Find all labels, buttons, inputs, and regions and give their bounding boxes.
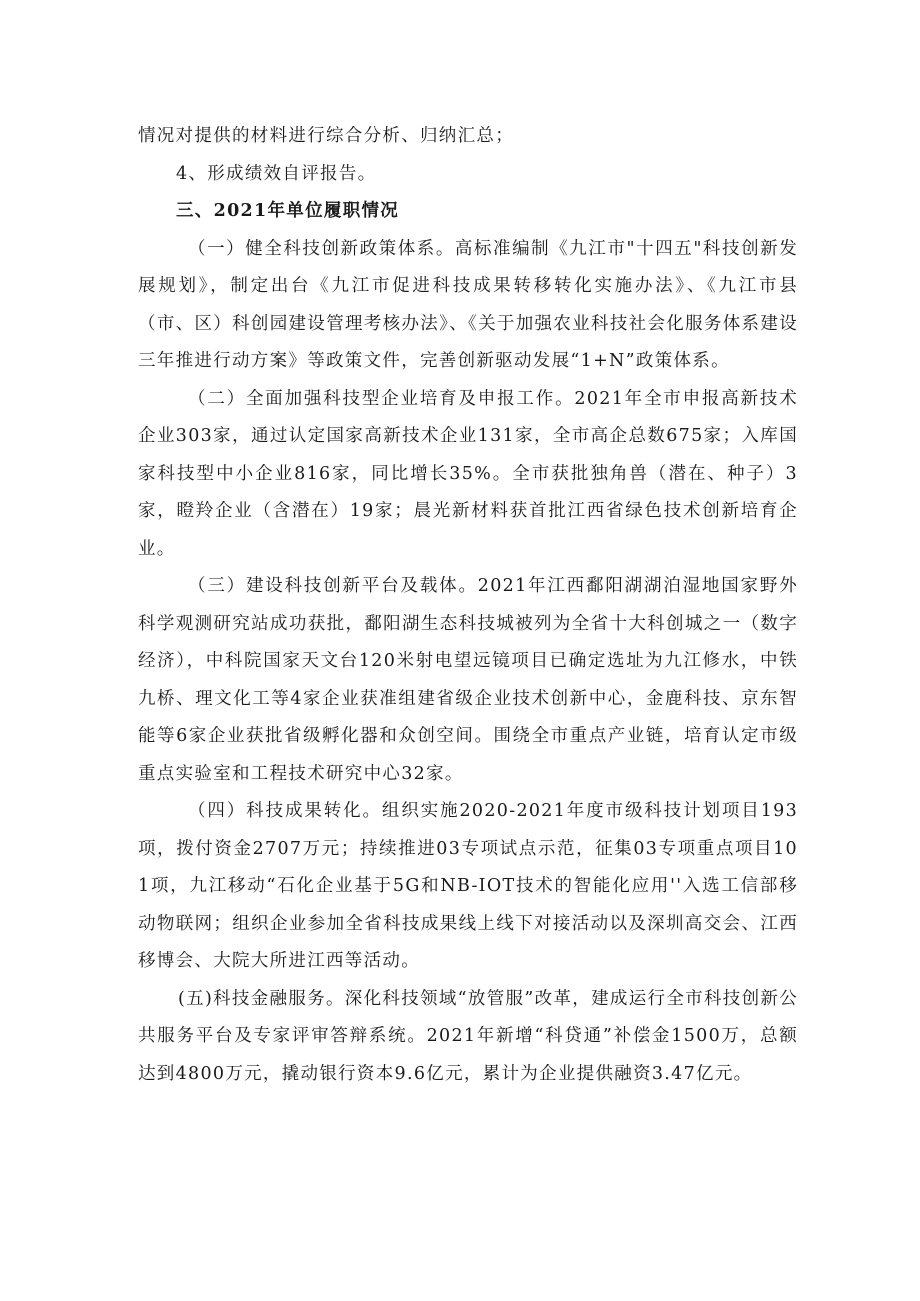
paragraph-finance-service: (五)科技金融服务。深化科技领域“放管服”改革，建成运行全市科技创新公共服务平台及专家评审答辩系统。2021年新增“科贷通”补偿金1500万，总额达到4800万元，撬动银行资本9.6亿元，累计为企业提供融资3.47亿元。	[138, 988, 798, 1084]
paragraph-continuation: 情况对提供的材料进行综合分析、归纳汇总；	[138, 126, 514, 146]
section-heading-3: 三、2021年单位履职情况	[176, 201, 400, 221]
list-item-4: 4、形成绩效自评报告。	[176, 163, 377, 184]
paragraph-achievement-transfer: （四）科技成果转化。组织实施2020-2021年度市级科技计划项目193项，拨付资金2707万元；持续推进03专项试点示范，征集03专项重点项目101项，九江移动“石化企业基于5G和NB-IOT技术的智能化应用''入选工信部移动物联网；组织企业参加全省科技成果线上线下对接活动以及深圳高交会、江西移博会、大院大所进江西等活动。	[138, 801, 798, 971]
document-page	[138, 118, 798, 1093]
paragraph-policy-system: （一）健全科技创新政策体系。高标准编制《九江市"十四五"科技创新发展规划》，制定出台《九江市促进科技成果转移转化实施办法》、《九江市县（市、区）科创园建设管理考核办法》、《关于加强农业科技社会化服务体系建设三年推进行动方案》等政策文件，完善创新驱动发展“1+N”政策体系。	[138, 238, 798, 371]
paragraph-innovation-platform: （三）建设科技创新平台及载体。2021年江西鄱阳湖湖泊湿地国家野外科学观测研究站成功获批，鄱阳湖生态科技城被列为全省十大科创城之一（数字经济），中科院国家天文台120米射电望远镜项目已确定选址为九江修水，中铁九桥、理文化工等4家企业获准组建省级企业技术创新中心，金鹿科技、京东智能等6家企业获批省级孵化器和众创空间。围绕全市重点产业链，培育认定市级重点实验室和工程技术研究中心32家。	[138, 576, 798, 784]
paragraph-enterprise-cultivation: （二）全面加强科技型企业培育及申报工作。2021年全市申报高新技术企业303家，通过认定国家高新技术企业131家，全市高企总数675家；入库国家科技型中小企业816家，同比增长35%。全市获批独角兽（潜在、种子）3家，瞪羚企业（含潜在）19家；晨光新材料获首批江西省绿色技术创新培育企业。	[138, 388, 798, 559]
